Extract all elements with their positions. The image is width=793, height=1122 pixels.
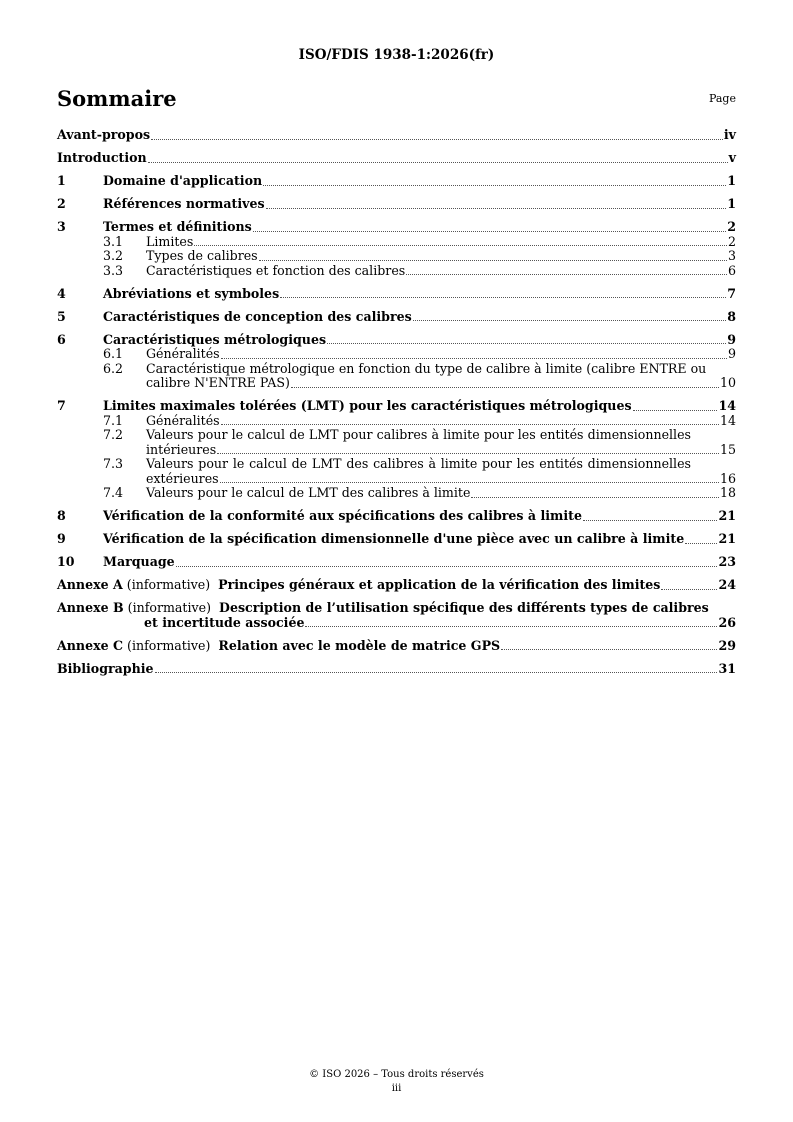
leader-dots [406, 273, 727, 275]
toc-entry-title: Abréviations et symboles [103, 285, 280, 301]
toc-entry-annex-c[interactable] [57, 639, 736, 654]
leader-dots [253, 230, 726, 232]
copyright-notice: © ISO 2026 – Tous droits réservés [309, 1069, 484, 1080]
leader-dots [217, 452, 719, 454]
toc-entry-number: 1 [57, 173, 66, 188]
toc-entry-page: 16 [719, 470, 736, 486]
leader-dots [221, 423, 719, 425]
toc-entry-number: 6 [57, 331, 66, 347]
toc-entry-number: 6.1 [103, 346, 124, 361]
toc-entry-number: 4 [57, 285, 66, 301]
leader-dots [633, 409, 718, 411]
toc-entry-title-line1: Description de l’utilisation spécifique des différents types de calibres [219, 600, 709, 615]
toc-entry-title: Introduction [57, 150, 147, 165]
annex-info: (informative) [127, 600, 212, 615]
toc-entry-2[interactable] [57, 197, 736, 212]
leader-dots [413, 319, 727, 321]
toc-entry-page: 26 [718, 614, 736, 630]
toc-entry-page: 21 [718, 531, 736, 546]
toc-entry-bibliographie[interactable] [57, 662, 736, 677]
toc-entry-title-line2: et incertitude associée [144, 614, 305, 630]
toc-entry-page: 3 [727, 248, 736, 263]
toc-title: Sommaire [57, 86, 177, 111]
toc-entry-title-line1: Valeurs pour le calcul de LMT des calibres à limite pour les entités dimensionnelles [146, 456, 691, 471]
annex-label: Annexe B [57, 600, 124, 615]
toc-entry-title: Domaine d'application [103, 173, 263, 188]
annex-info: (informative) [126, 577, 211, 592]
leader-dots [263, 184, 726, 186]
toc-entry-1[interactable] [57, 174, 736, 189]
document-id-header: ISO/FDIS 1938-1:2026(fr) [298, 47, 495, 63]
toc-entry-page: 31 [718, 660, 736, 676]
toc-entry-page: 9 [727, 331, 736, 347]
leader-dots [327, 342, 726, 344]
toc-entry-number: 6.2 [103, 360, 124, 376]
leader-dots [266, 207, 727, 209]
toc-entry-number: 2 [57, 196, 66, 211]
leader-dots [194, 244, 727, 246]
toc-entry-title: Généralités [146, 412, 220, 428]
toc-entry-number: 7 [57, 398, 66, 413]
toc-entry-page: 15 [719, 441, 736, 457]
toc-entry-page: 24 [718, 577, 736, 592]
toc-entry-title: Bibliographie [57, 660, 154, 676]
toc-entry-page: 2 [727, 219, 736, 234]
leader-dots [221, 357, 727, 359]
leader-dots [151, 138, 723, 140]
toc-entry-6-1[interactable] [57, 347, 736, 362]
toc-entry-page: 23 [718, 554, 736, 569]
toc-entry-title: Avant-propos [57, 127, 151, 142]
toc-entry-number: 5 [57, 308, 66, 324]
leader-dots [501, 648, 717, 650]
toc-entry-title: Vérification de la spécification dimensionnelle d'une pièce avec un calibre à limite [103, 531, 685, 546]
toc-entry-page: 1 [727, 196, 736, 211]
toc-entry-introduction[interactable] [57, 151, 736, 166]
toc-entry-page: v [728, 150, 736, 165]
toc-entry-title-line1: Valeurs pour le calcul de LMT pour calibres à limite pour les entités dimensionnelles [146, 427, 691, 442]
toc-entry-title-line1: Caractéristique métrologique en fonction du type de calibre à limite (calibre ENTRE ou [146, 360, 707, 376]
toc-entry-number: 9 [57, 531, 66, 546]
toc-entry-7[interactable] [57, 399, 736, 414]
toc-entry-page: 14 [719, 412, 736, 428]
leader-dots [661, 588, 717, 590]
toc-entry-title: Caractéristiques de conception des calibres [103, 308, 412, 324]
toc-entry-number: 7.2 [103, 427, 124, 442]
toc-entry-number: 3.3 [103, 262, 124, 278]
toc-entry-title: Relation avec le modèle de matrice GPS [218, 637, 501, 653]
toc-entry-3-2[interactable] [57, 249, 736, 264]
page-footer [0, 1068, 793, 1096]
toc-entry-7-2[interactable] [57, 428, 736, 457]
leader-dots [471, 496, 719, 498]
toc-entry-3[interactable] [57, 220, 736, 235]
toc-entry-title: Termes et définitions [103, 219, 252, 234]
leader-dots [305, 625, 717, 627]
toc-entry-4[interactable] [57, 287, 736, 302]
toc-entry-title: Caractéristiques et fonction des calibres [146, 262, 406, 278]
toc-entry-3-3[interactable] [57, 264, 736, 279]
toc-entry-6-2[interactable] [57, 362, 736, 391]
leader-dots [291, 386, 719, 388]
toc-entry-number: 8 [57, 508, 66, 523]
toc-entry-7-3[interactable] [57, 457, 736, 486]
toc-entry-page: 7 [727, 285, 736, 301]
leader-dots [155, 671, 718, 673]
toc-entry-5[interactable] [57, 310, 736, 325]
toc-entry-title: Limites maximales tolérées (LMT) pour les caractéristiques métrologiques [103, 398, 632, 413]
page-number: iii [391, 1083, 402, 1094]
toc-entry-annex-b[interactable] [57, 601, 736, 630]
toc-entry-title: Marquage [103, 554, 175, 569]
toc-entry-number: 3 [57, 219, 66, 234]
toc-entry-number: 3.1 [103, 233, 124, 249]
toc-entry-avant-propos[interactable] [57, 128, 736, 143]
table-of-contents [57, 128, 736, 676]
toc-entry-page: 18 [719, 485, 736, 500]
toc-entry-title: Valeurs pour le calcul de LMT des calibres à limite [146, 485, 471, 500]
toc-entry-number: 7.4 [103, 485, 124, 500]
toc-entry-6[interactable] [57, 333, 736, 348]
toc-entry-number: 10 [57, 554, 75, 569]
annex-info: (informative) [127, 637, 211, 653]
toc-entry-title: Vérification de la conformité aux spécifications des calibres à limite [103, 508, 582, 523]
toc-entry-annex-a[interactable] [57, 578, 736, 593]
toc-entry-number: 7.1 [103, 412, 124, 428]
leader-dots [220, 481, 719, 483]
leader-dots [280, 296, 726, 298]
leader-dots [259, 259, 727, 261]
toc-entry-number: 3.2 [103, 248, 124, 263]
toc-entry-10[interactable] [57, 555, 736, 570]
leader-dots [685, 542, 717, 544]
toc-entry-page: 10 [719, 375, 736, 390]
leader-dots [176, 565, 718, 567]
toc-entry-title: Caractéristiques métrologiques [103, 331, 327, 347]
toc-entry-page: 29 [718, 637, 736, 653]
toc-entry-title: Limites [146, 233, 194, 249]
toc-entry-title: Types de calibres [146, 248, 258, 263]
toc-entry-page: 6 [727, 262, 736, 278]
toc-entry-3-1[interactable] [57, 235, 736, 250]
toc-entry-title-line2: extérieures [146, 470, 219, 486]
page-column-label: Page [708, 92, 736, 105]
leader-dots [148, 161, 728, 163]
leader-dots [583, 519, 718, 521]
toc-entry-page: 21 [718, 508, 736, 523]
toc-entry-number: 7.3 [103, 456, 124, 471]
toc-entry-title-line2: intérieures [146, 441, 217, 457]
toc-entry-8[interactable] [57, 509, 736, 524]
toc-entry-page: iv [723, 127, 736, 142]
toc-entry-7-4[interactable] [57, 486, 736, 501]
toc-entry-9[interactable] [57, 532, 736, 547]
toc-entry-page: 1 [727, 173, 736, 188]
toc-entry-page: 9 [727, 346, 736, 361]
toc-entry-page: 8 [727, 308, 736, 324]
toc-entry-title: Principes généraux et application de la vérification des limites [218, 577, 661, 592]
toc-entry-7-1[interactable] [57, 414, 736, 429]
toc-entry-page: 2 [727, 233, 736, 249]
toc-entry-title-line2: calibre N'ENTRE PAS) [146, 375, 290, 390]
toc-entry-title: Références normatives [103, 196, 265, 211]
toc-entry-page: 14 [718, 398, 736, 413]
toc-entry-title: Généralités [146, 346, 220, 361]
annex-label: Annexe C [57, 637, 124, 653]
annex-label: Annexe A [57, 577, 123, 592]
